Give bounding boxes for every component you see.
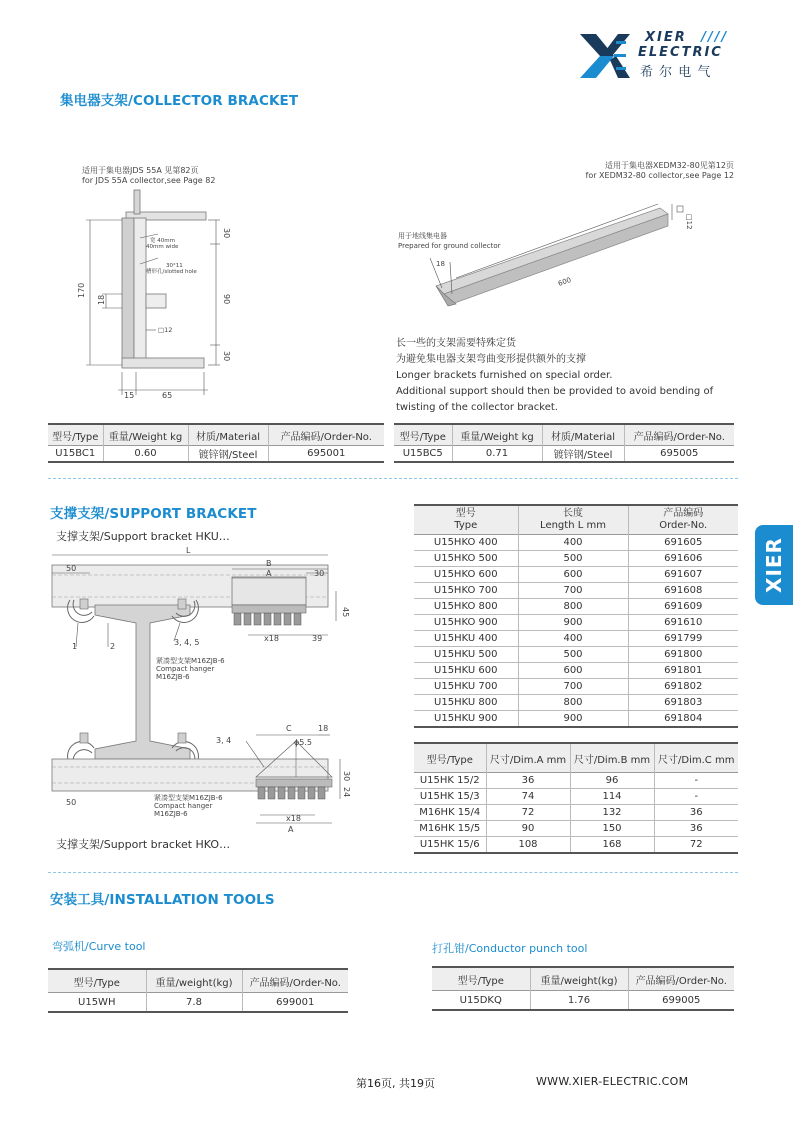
cell-order-no: 691607 bbox=[628, 567, 738, 583]
dim-A-bottom: A bbox=[288, 825, 294, 834]
col-header: 重量/Weight kg bbox=[452, 424, 542, 446]
page-number: 第16页, 共19页 bbox=[356, 1077, 435, 1090]
cell-dim-a: 74 bbox=[486, 789, 570, 805]
cell-order-no: 691605 bbox=[628, 535, 738, 551]
table-collector-right bbox=[394, 423, 734, 463]
ground-en: Prepared for ground collector bbox=[398, 242, 501, 250]
cell-dim-a: 36 bbox=[486, 773, 570, 789]
cell-dim-b: 168 bbox=[570, 837, 654, 854]
dim-18: 18 bbox=[97, 294, 106, 305]
table-support-length bbox=[414, 504, 738, 728]
col-header: 型号/Type bbox=[48, 969, 146, 993]
cell-order-no: 691801 bbox=[628, 663, 738, 679]
cell-order-no: 691606 bbox=[628, 551, 738, 567]
collector-bracket-drawing-left bbox=[78, 190, 248, 405]
website-link[interactable]: WWW.XIER-ELECTRIC.COM bbox=[536, 1075, 689, 1088]
col-header: 型号/Type bbox=[48, 424, 103, 446]
table-row bbox=[414, 615, 738, 631]
table-row bbox=[394, 446, 734, 463]
col-header: 型号/Type bbox=[414, 743, 486, 773]
hanger-en-bottom: Compact hanger bbox=[154, 802, 213, 810]
dim-39: 39 bbox=[312, 634, 323, 643]
cell-type: U15HKU 500 bbox=[414, 647, 518, 663]
dim-30-bottom-rail: 30 bbox=[342, 771, 351, 782]
label-2: 2 bbox=[110, 642, 116, 651]
dim-30: 30 bbox=[314, 569, 325, 578]
table-row bbox=[414, 711, 738, 728]
col-header-cn: 型号 bbox=[455, 508, 476, 519]
left-caption-cn: 适用于集电器JDS 55A 见第82页 bbox=[82, 166, 199, 175]
table-row bbox=[414, 679, 738, 695]
wide-en: 40mm wide bbox=[146, 244, 179, 250]
cell-dim-c: 36 bbox=[654, 805, 738, 821]
cell-type: U15HKO 500 bbox=[414, 551, 518, 567]
left-caption bbox=[82, 166, 215, 186]
table-row bbox=[414, 647, 738, 663]
cell-length: 600 bbox=[518, 567, 628, 583]
col-header-cn: 长度 bbox=[563, 508, 583, 519]
wide-cn: 宽 40mm bbox=[150, 238, 175, 244]
cell-order-no: 691608 bbox=[628, 583, 738, 599]
hanger-model-bottom: M16ZJB-6 bbox=[154, 810, 188, 818]
cell-order-no: 699005 bbox=[628, 991, 734, 1011]
divider bbox=[48, 478, 738, 479]
cell-dim-c: 36 bbox=[654, 821, 738, 837]
cell-length: 900 bbox=[518, 711, 628, 728]
dim-A: A bbox=[266, 569, 272, 578]
col-header: 尺寸/Dim.B mm bbox=[570, 743, 654, 773]
table-row bbox=[414, 837, 738, 854]
table-curve-tool bbox=[48, 968, 348, 1013]
col-header: 型号/Type bbox=[394, 424, 452, 446]
cell-type: U15HKO 800 bbox=[414, 599, 518, 615]
col-header bbox=[628, 505, 738, 535]
col-header: 产品编码/Order-No. bbox=[624, 424, 734, 446]
dim-50-bottom: 50 bbox=[66, 798, 77, 807]
table-support-dims bbox=[414, 742, 738, 854]
cell-type: U15DKQ bbox=[432, 991, 530, 1011]
cell-type: U15HK 15/2 bbox=[414, 773, 486, 789]
cell-order-no: 699001 bbox=[242, 993, 348, 1013]
brand-name-line2: ELECTRIC bbox=[638, 45, 723, 60]
cell-type: U15HK 15/6 bbox=[414, 837, 486, 854]
hanger-cn-top: 紧凑型支架M16ZJB-6 bbox=[156, 657, 225, 665]
cell-order-no: 691804 bbox=[628, 711, 738, 728]
bracket-slot bbox=[146, 294, 166, 308]
cell-order-no: 691610 bbox=[628, 615, 738, 631]
label-345: 3, 4, 5 bbox=[174, 638, 200, 647]
cell-length: 500 bbox=[518, 551, 628, 567]
collector-notes bbox=[396, 336, 713, 416]
col-header: 重量/Weight kg bbox=[103, 424, 188, 446]
col-header: 型号/Type bbox=[432, 967, 530, 991]
table-row bbox=[414, 663, 738, 679]
table-row bbox=[414, 567, 738, 583]
col-header: 材质/Material bbox=[188, 424, 268, 446]
dim-50-top: 50 bbox=[66, 564, 77, 573]
cell-order-no: 691609 bbox=[628, 599, 738, 615]
dim-18-right: 18 bbox=[436, 260, 445, 268]
ground-cn: 用于地线集电器 bbox=[398, 232, 447, 240]
dim-30-bottom: 30 bbox=[222, 351, 231, 362]
label-1: 1 bbox=[72, 642, 78, 651]
cell-dim-b: 114 bbox=[570, 789, 654, 805]
left-caption-en: for JDS 55A collector,see Page 82 bbox=[82, 176, 216, 185]
cell-dim-c: - bbox=[654, 773, 738, 789]
cell-type: U15HKU 700 bbox=[414, 679, 518, 695]
cell-order-no: 695005 bbox=[624, 446, 734, 463]
cell-weight: 0.71 bbox=[452, 446, 542, 463]
cell-material: 镀锌钢/Steel bbox=[542, 446, 624, 463]
dim-45: 45 bbox=[341, 607, 350, 618]
cell-length: 800 bbox=[518, 695, 628, 711]
note-line: 为避免集电器支架弯曲变形提供额外的支撑 bbox=[396, 354, 586, 365]
side-tab-label: XIER bbox=[762, 537, 786, 593]
subtitle-punch-tool: 打孔钳/Conductor punch tool bbox=[432, 942, 588, 955]
cell-type: U15HKO 900 bbox=[414, 615, 518, 631]
cell-type: U15HKU 600 bbox=[414, 663, 518, 679]
cell-type: U15BC1 bbox=[48, 446, 103, 463]
cell-type: U15HKU 800 bbox=[414, 695, 518, 711]
brand-logo bbox=[570, 30, 740, 80]
table-row bbox=[48, 446, 384, 463]
cell-length: 800 bbox=[518, 599, 628, 615]
section-title-collector-bracket: 集电器支架/COLLECTOR BRACKET bbox=[60, 93, 299, 109]
col-header-cn: 产品编码 bbox=[663, 508, 704, 519]
cell-type: U15HKU 900 bbox=[414, 711, 518, 728]
col-header: 重量/weight(kg) bbox=[530, 967, 628, 991]
bracket-column-dark bbox=[122, 218, 134, 366]
bracket-bottom-flange bbox=[122, 358, 204, 368]
cell-order-no: 695001 bbox=[268, 446, 384, 463]
dim-30-top: 30 bbox=[222, 228, 231, 239]
table-row bbox=[414, 821, 738, 837]
col-header: 材质/Material bbox=[542, 424, 624, 446]
col-header bbox=[414, 505, 518, 535]
collector-bracket-drawing-right bbox=[396, 198, 706, 310]
cell-length: 700 bbox=[518, 583, 628, 599]
section-title-installation-tools: 安装工具/INSTALLATION TOOLS bbox=[50, 892, 275, 908]
dim-sq12-right: □12 bbox=[685, 214, 693, 230]
table-row bbox=[48, 993, 348, 1013]
cell-dim-a: 108 bbox=[486, 837, 570, 854]
section-title-support-bracket: 支撑支架/SUPPORT BRACKET bbox=[50, 506, 257, 522]
cell-length: 400 bbox=[518, 631, 628, 647]
table-row bbox=[432, 991, 734, 1011]
right-caption-en: for XEDM32-80 collector,see Page 12 bbox=[585, 171, 734, 180]
dim-phi: ϕ5.5 bbox=[294, 738, 312, 747]
caption-hku: 支撑支架/Support bracket HKU… bbox=[56, 530, 230, 543]
subtitle-curve-tool: 弯弧机/Curve tool bbox=[52, 940, 146, 953]
hanger-cn-bottom: 紧凑型支架M16ZJB-6 bbox=[154, 794, 223, 802]
cell-dim-b: 132 bbox=[570, 805, 654, 821]
dim-sq12: □12 bbox=[158, 326, 173, 334]
dim-170: 170 bbox=[77, 282, 86, 298]
cell-weight: 0.60 bbox=[103, 446, 188, 463]
cell-order-no: 691799 bbox=[628, 631, 738, 647]
col-header-en: Type bbox=[454, 520, 478, 531]
table-punch-tool bbox=[432, 966, 734, 1011]
slot-label: 槽形孔/slotted hole bbox=[146, 269, 197, 275]
col-header-en: Order-No. bbox=[659, 520, 708, 531]
note-line: 长一些的支架需要特殊定货 bbox=[396, 338, 516, 349]
right-caption-cn: 适用于集电器XEDM32-80见第12页 bbox=[604, 161, 734, 170]
cell-order-no: 691800 bbox=[628, 647, 738, 663]
table-row bbox=[414, 773, 738, 789]
dim-x18-bottom: x18 bbox=[286, 814, 301, 823]
divider bbox=[48, 872, 738, 873]
dim-600: 600 bbox=[557, 275, 573, 288]
table-row bbox=[414, 535, 738, 551]
cell-order-no: 691803 bbox=[628, 695, 738, 711]
cell-order-no: 691802 bbox=[628, 679, 738, 695]
cell-dim-a: 72 bbox=[486, 805, 570, 821]
caption-hko: 支撑支架/Support bracket HKO… bbox=[56, 838, 231, 851]
col-header bbox=[518, 505, 628, 535]
table-row bbox=[414, 695, 738, 711]
cell-type: M16HK 15/5 bbox=[414, 821, 486, 837]
col-header: 重量/weight(kg) bbox=[146, 969, 242, 993]
cell-length: 500 bbox=[518, 647, 628, 663]
cell-type: U15HKU 400 bbox=[414, 631, 518, 647]
cell-type: U15BC5 bbox=[394, 446, 452, 463]
hanger-model-top: M16ZJB-6 bbox=[156, 673, 190, 681]
dim-24: 24 bbox=[342, 787, 351, 798]
cell-length: 600 bbox=[518, 663, 628, 679]
bracket-top-stub bbox=[134, 190, 140, 214]
label-34: 3, 4 bbox=[216, 736, 232, 745]
dim-18: 18 bbox=[318, 724, 329, 733]
table-row bbox=[414, 599, 738, 615]
dim-x18-top: x18 bbox=[264, 634, 279, 643]
table-collector-left bbox=[48, 423, 384, 463]
col-header: 产品编码/Order-No. bbox=[268, 424, 384, 446]
cell-type: U15HKO 600 bbox=[414, 567, 518, 583]
cell-weight: 1.76 bbox=[530, 991, 628, 1011]
bracket-column-light bbox=[134, 218, 146, 366]
table-row bbox=[414, 583, 738, 599]
brand-slashes: //// bbox=[701, 30, 729, 45]
cell-type: U15WH bbox=[48, 993, 146, 1013]
dim-15: 15 bbox=[124, 391, 135, 400]
brand-name-cn: 希 尔 电 气 bbox=[640, 65, 712, 80]
cell-type: U15HKO 700 bbox=[414, 583, 518, 599]
table-row bbox=[414, 631, 738, 647]
dim-L: L bbox=[186, 546, 191, 555]
note-line: Longer brackets furnished on special order. bbox=[396, 370, 613, 381]
slot-dim: 30°11 bbox=[166, 263, 183, 269]
cell-type: U15HKO 400 bbox=[414, 535, 518, 551]
table-row bbox=[414, 789, 738, 805]
brand-name-line1: XIER //// bbox=[645, 30, 729, 45]
side-tab bbox=[755, 525, 793, 605]
col-header-en: Length L mm bbox=[540, 520, 606, 531]
cell-length: 400 bbox=[518, 535, 628, 551]
note-line: twisting of the collector bracket. bbox=[396, 402, 558, 413]
dim-65: 65 bbox=[162, 391, 173, 400]
cell-dim-a: 90 bbox=[486, 821, 570, 837]
table-row bbox=[414, 551, 738, 567]
col-header: 产品编码/Order-No. bbox=[628, 967, 734, 991]
cell-dim-b: 150 bbox=[570, 821, 654, 837]
dim-B: B bbox=[266, 559, 272, 568]
note-line: Additional support should then be provided to avoid bending of bbox=[396, 386, 714, 397]
col-header: 产品编码/Order-No. bbox=[242, 969, 348, 993]
support-bracket-drawing bbox=[50, 545, 400, 835]
hanger-en-top: Compact hanger bbox=[156, 665, 215, 673]
cell-length: 700 bbox=[518, 679, 628, 695]
dim-90: 90 bbox=[222, 294, 231, 305]
cell-dim-c: 72 bbox=[654, 837, 738, 854]
cell-dim-c: - bbox=[654, 789, 738, 805]
cell-length: 900 bbox=[518, 615, 628, 631]
cell-type: U15HK 15/3 bbox=[414, 789, 486, 805]
right-caption bbox=[584, 161, 734, 181]
cell-dim-b: 96 bbox=[570, 773, 654, 789]
col-header: 尺寸/Dim.C mm bbox=[654, 743, 738, 773]
cell-weight: 7.8 bbox=[146, 993, 242, 1013]
cell-material: 镀锌钢/Steel bbox=[188, 446, 268, 463]
dim-C: C bbox=[286, 724, 292, 733]
cell-type: M16HK 15/4 bbox=[414, 805, 486, 821]
col-header: 尺寸/Dim.A mm bbox=[486, 743, 570, 773]
table-row bbox=[414, 805, 738, 821]
